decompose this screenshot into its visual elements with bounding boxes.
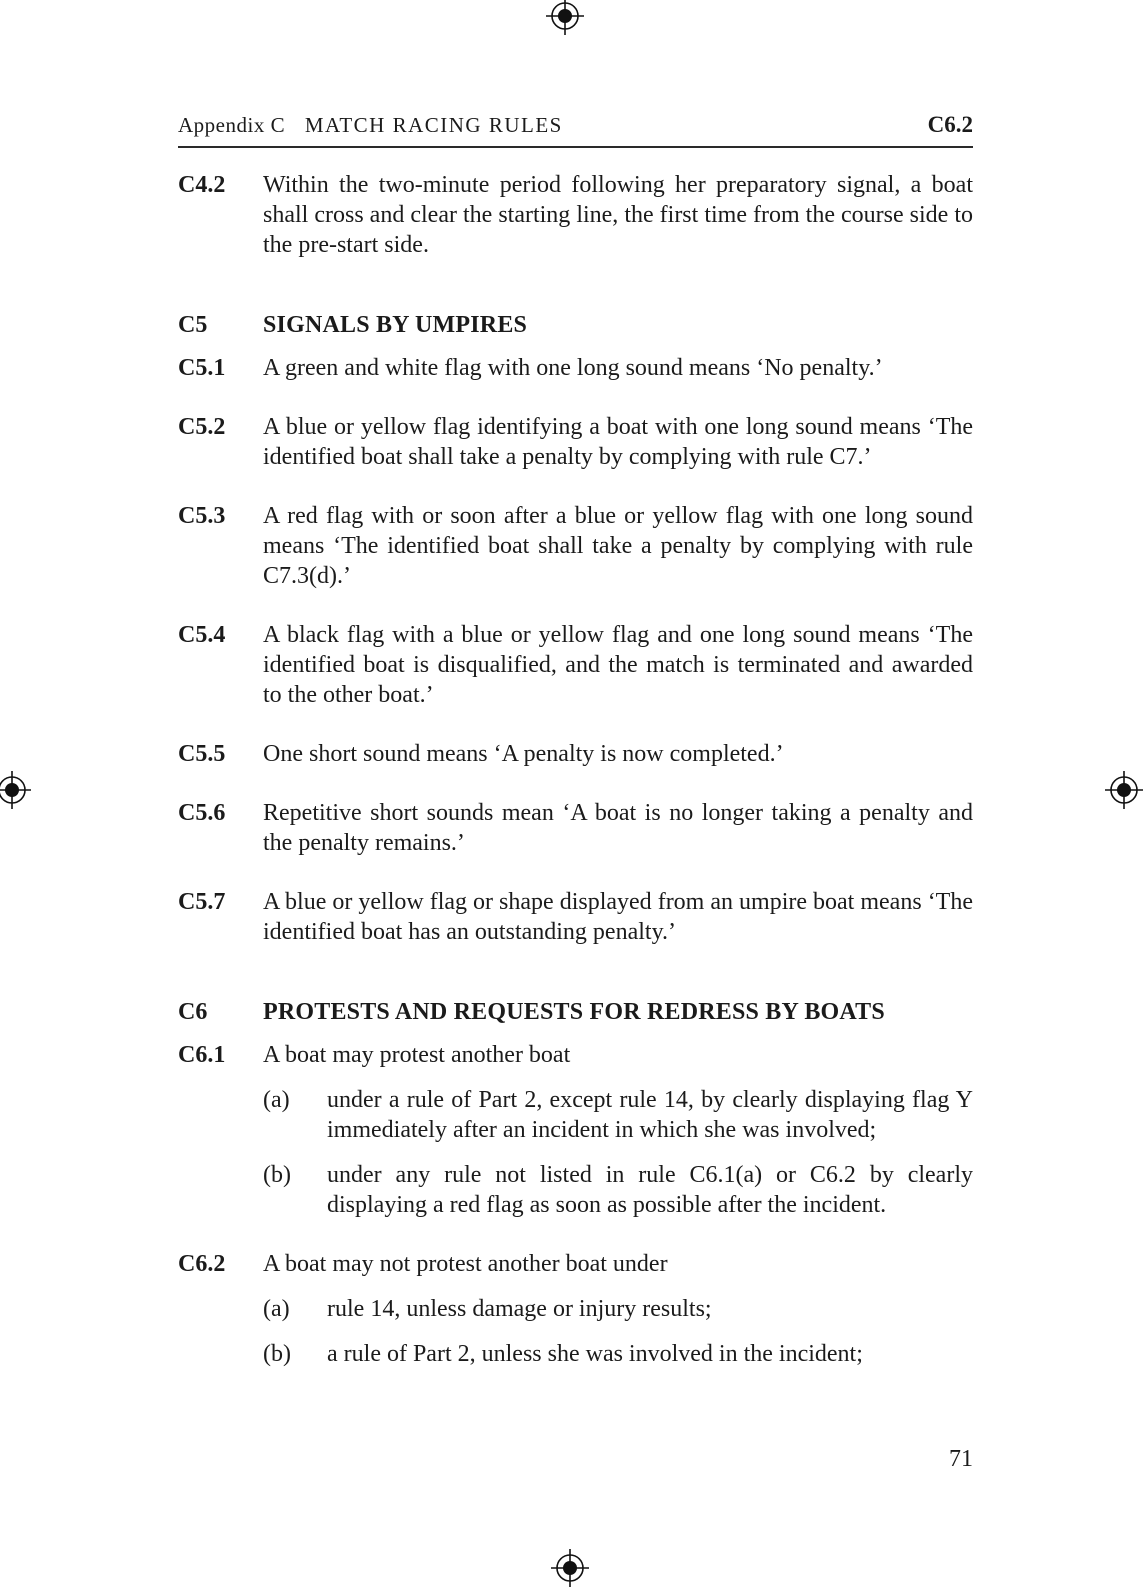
rule-number: C5.3	[178, 503, 226, 529]
rule-c5-3	[178, 501, 973, 591]
subitem-text: a rule of Part 2, unless she was involved in the incident;	[327, 1341, 863, 1367]
subitem-label: (b)	[263, 1162, 291, 1188]
header-corner-rule-ref: C6.2	[927, 112, 973, 137]
rule-number: C4.2	[178, 172, 226, 198]
rule-c6-1-a	[263, 1085, 973, 1145]
rule-c5-7	[178, 887, 973, 947]
subitem-text: rule 14, unless damage or injury results;	[327, 1296, 712, 1322]
rule-c5-4	[178, 620, 973, 710]
subitem-text: under any rule not listed in rule C6.1(a) or C6.2 by clearly displaying a red flag as soon as possible after the incident.	[327, 1162, 973, 1218]
rule-text: A blue or yellow flag or shape displayed from an umpire boat means ‘The identified boat has an outstanding penalty.’	[263, 889, 973, 945]
rule-number: C5.4	[178, 622, 226, 648]
section-number: C5	[178, 312, 208, 338]
rule-c5-1	[178, 353, 973, 383]
rule-c6-2-a	[263, 1294, 973, 1324]
rule-text: A black flag with a blue or yellow flag and one long sound means ‘The identified boat is disqualified, and the match is terminated and awarded to the other boat.’	[263, 622, 973, 708]
rule-c5-2	[178, 412, 973, 472]
subitem-label: (a)	[263, 1087, 290, 1113]
rule-number: C6.1	[178, 1042, 226, 1068]
subitem-text: under a rule of Part 2, except rule 14, by clearly displaying flag Y immediately after an incident in which she was involved;	[327, 1087, 973, 1143]
rule-number: C5.2	[178, 414, 226, 440]
rule-c6-2	[178, 1249, 973, 1279]
section-title: SIGNALS BY UMPIRES	[263, 312, 528, 338]
rule-c6-1	[178, 1040, 973, 1070]
section-number: C6	[178, 999, 208, 1025]
rule-text: A boat may protest another boat	[263, 1042, 571, 1068]
rule-text: A boat may not protest another boat under	[263, 1251, 668, 1277]
appendix-title: MATCH RACING RULES	[304, 113, 563, 137]
rule-number: C6.2	[178, 1251, 226, 1277]
section-heading-c6	[178, 997, 973, 1027]
subitem-label: (b)	[263, 1341, 291, 1367]
rule-number: C5.5	[178, 741, 226, 767]
rule-c5-6	[178, 798, 973, 858]
rule-text: A red flag with or soon after a blue or yellow flag with one long sound means ‘The identified boat shall take a penalty by complying with rule C7.3(d).’	[263, 503, 973, 589]
section-title: PROTESTS AND REQUESTS FOR REDRESS BY BOATS	[263, 999, 885, 1025]
rule-c6-1-b	[263, 1160, 973, 1220]
rule-text: Within the two-minute period following her preparatory signal, a boat shall cross and clear the starting line, the first time from the course side to the pre-start side.	[263, 172, 973, 258]
section-heading-c5	[178, 310, 973, 340]
rule-number: C5.7	[178, 889, 226, 915]
appendix-label: Appendix C	[178, 113, 286, 137]
page-content	[178, 0, 973, 1474]
crop-mark-left-icon	[0, 770, 32, 810]
rule-number: C5.1	[178, 355, 226, 381]
rule-c6-2-b	[263, 1339, 973, 1369]
rule-text: A blue or yellow flag identifying a boat with one long sound means ‘The identified boat shall take a penalty by complying with rule C7.’	[263, 414, 973, 470]
rule-c4-2	[178, 170, 973, 260]
subitem-label: (a)	[263, 1296, 290, 1322]
rule-text: A green and white flag with one long sound means ‘No penalty.’	[263, 355, 883, 381]
page-header	[178, 110, 973, 148]
page-number: 71	[949, 1446, 973, 1472]
rule-text: Repetitive short sounds mean ‘A boat is no longer taking a penalty and the penalty remains.’	[263, 800, 973, 856]
crop-mark-bottom-icon	[550, 1548, 590, 1588]
rule-text: One short sound means ‘A penalty is now completed.’	[263, 741, 784, 767]
crop-mark-right-icon	[1104, 770, 1144, 810]
rule-c5-5	[178, 739, 973, 769]
running-head	[178, 110, 563, 140]
rule-number: C5.6	[178, 800, 226, 826]
